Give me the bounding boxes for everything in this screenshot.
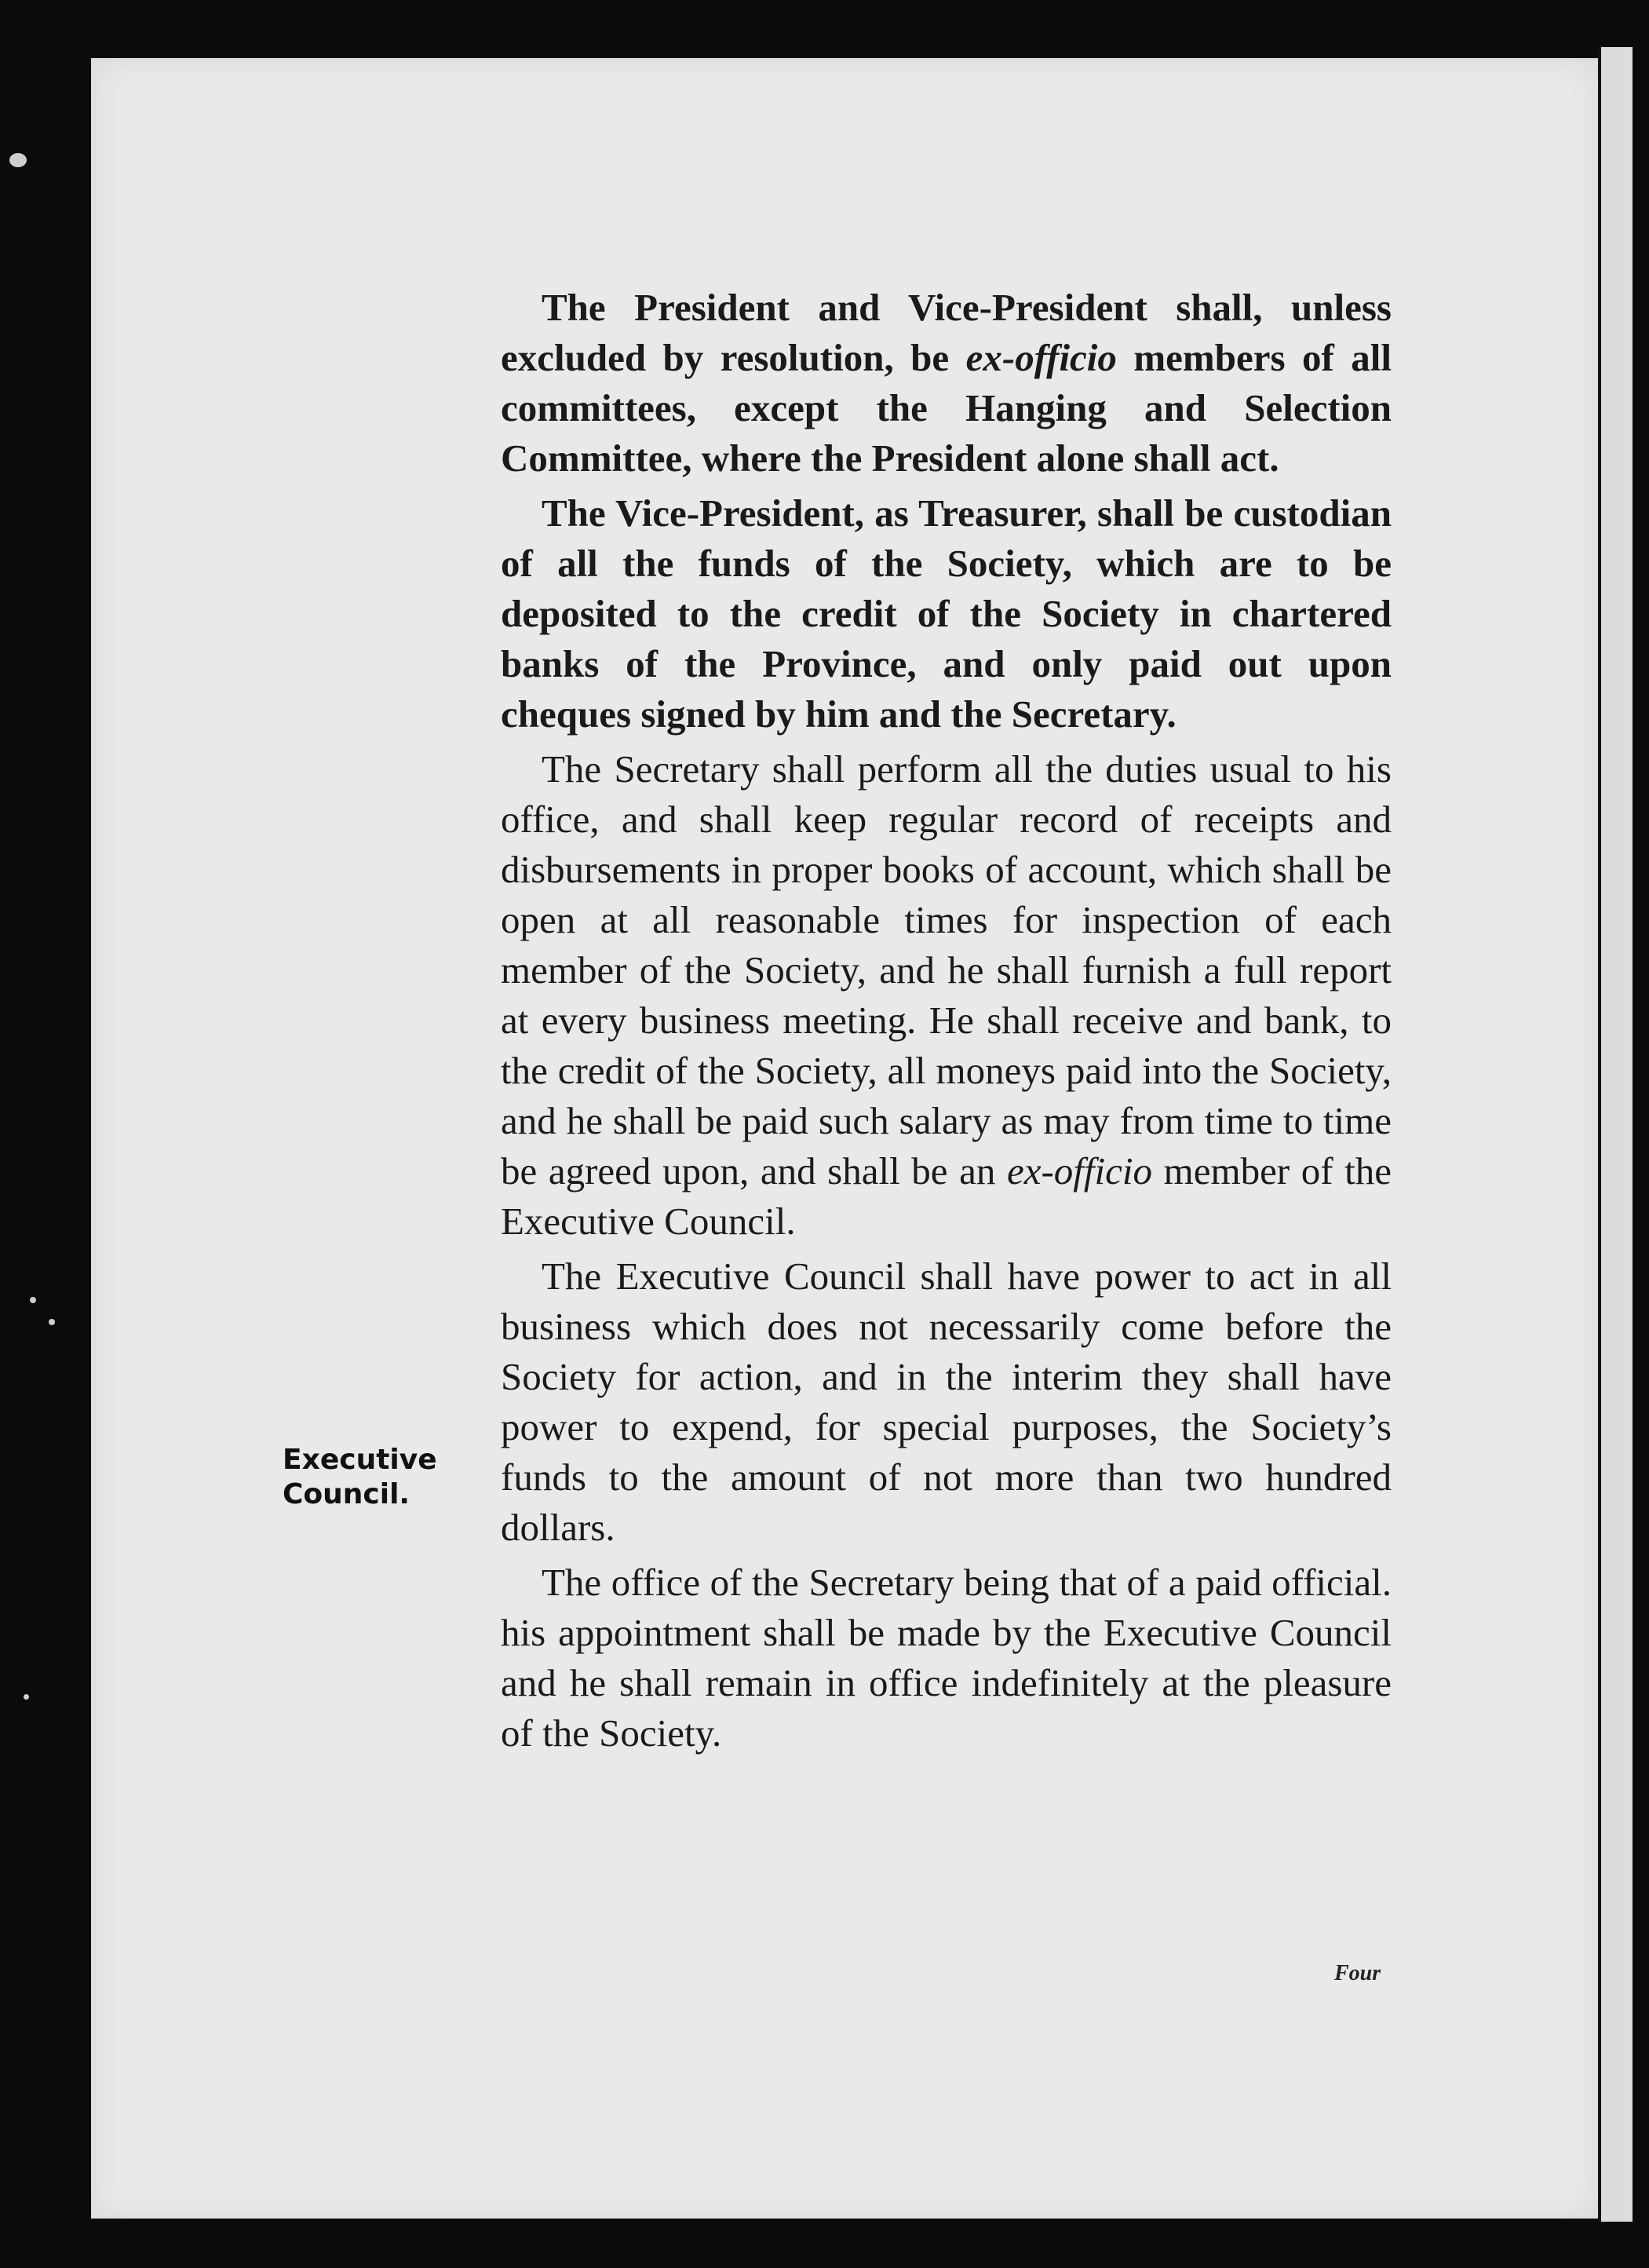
paragraph-4 — [501, 1251, 1392, 1553]
margin-heading-line-1: Executive — [283, 1444, 437, 1476]
scan-speck — [49, 1319, 55, 1325]
paragraph-text: The office of the Secretary being that of a paid official. his appointment shall be made by the Executive Council and he shall remain in office indefinitely at the pleasure of the Society. — [501, 1561, 1392, 1755]
scan-speck — [9, 153, 27, 167]
body-text — [501, 283, 1392, 1763]
scan-speck — [30, 1297, 36, 1303]
scan-speck — [24, 1694, 29, 1700]
paragraph-text: members of all committees, except the Hanging and Selection Committee, where the President alone shall act. — [501, 336, 1392, 480]
paragraph-2 — [501, 488, 1392, 740]
italic-term: ex-officio — [965, 336, 1117, 379]
paragraph-text: The Secretary shall perform all the duties usual to his office, and shall keep regular record of receipts and disbursements in proper books of account, which shall be open at all reasonable times for inspection of each member of the Society, and he shall furnish a full report at every business meeting. He shall receive and bank, to the credit of the Society, all moneys paid into the Society, and he shall be paid such salary as may from time to time be agreed upon, and shall be an — [501, 747, 1392, 1192]
paragraph-text: member of the Executive Council. — [501, 1149, 1392, 1243]
paragraph-text: The Vice-President, as Treasurer, shall be custodian of all the funds of the Society, which are to be deposited to the credit of the Society in chartered banks of the Province, and only paid out upon cheques signed by him and the Secretary. — [501, 491, 1392, 736]
page-folio: Four — [1334, 1961, 1381, 1985]
italic-term: ex-officio — [1006, 1149, 1152, 1192]
paragraph-1 — [501, 283, 1392, 484]
paragraph-3 — [501, 744, 1392, 1247]
margin-heading-executive-council — [283, 1443, 463, 1512]
paragraph-text: The President and Vice-President shall, unless excluded by resolution, be — [501, 286, 1392, 379]
paragraph-text: The Executive Council shall have power to act in all business which does not necessarily come before the Society for action, and in the interim they shall have power to expend, for special purposes, the Society’s funds to the amount of not more than two hundred dollars. — [501, 1255, 1392, 1549]
paragraph-5 — [501, 1558, 1392, 1759]
facing-page-edge — [1598, 47, 1633, 2222]
margin-heading-line-2: Council. — [283, 1478, 410, 1510]
